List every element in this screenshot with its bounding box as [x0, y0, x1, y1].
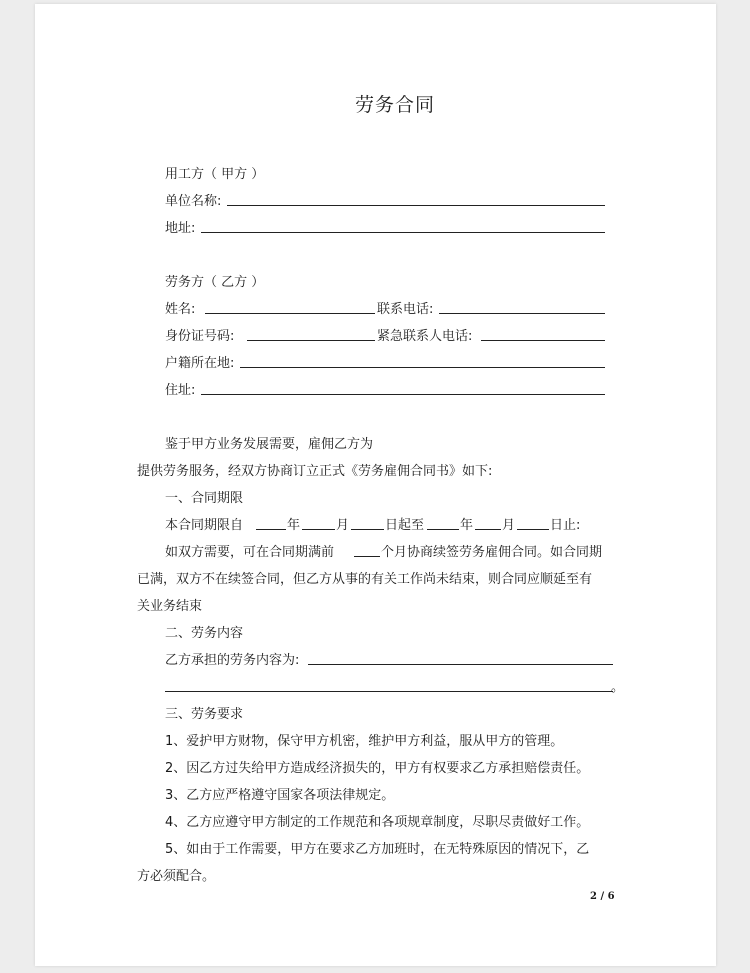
phone-line	[439, 313, 605, 314]
residence-line	[201, 394, 605, 395]
period-year-2: 年	[460, 518, 474, 533]
renew-suffix: 个月协商续签劳务雇佣合同。如合同期	[381, 545, 603, 560]
content-end-mark: 。	[611, 680, 625, 695]
period-month-2: 月	[502, 518, 516, 533]
start-day-line	[351, 529, 384, 530]
emergency-phone-label: 紧急联系人电话:	[377, 329, 473, 344]
requirement-item-2: 2、因乙方过失给甲方造成经济损失的，甲方有权要求乙方承担赔偿责任。	[165, 761, 590, 776]
requirement-item-1: 1、爱护甲方财物，保守甲方机密，维护甲方利益，服从甲方的管理。	[165, 734, 564, 749]
party-b-heading: 劳务方（ 乙方 ）	[165, 275, 265, 290]
requirement-item-4: 4、乙方应遵守甲方制定的工作规范和各项规章制度，尽职尽责做好工作。	[165, 815, 590, 830]
document-title: 劳务合同	[355, 94, 436, 116]
end-month-line	[475, 529, 501, 530]
section-2-heading: 二、劳务内容	[165, 626, 244, 641]
content-line-1	[308, 664, 613, 665]
party-a-address-label: 地址:	[165, 221, 196, 236]
household-line	[240, 367, 605, 368]
unit-name-line	[227, 205, 605, 206]
end-day-line	[517, 529, 549, 530]
page-number: 2 / 6	[590, 891, 615, 902]
requirement-item-3: 3、乙方应严格遵守国家各项法律规定。	[165, 788, 395, 803]
period-prefix: 本合同期限自	[165, 518, 244, 533]
id-number-line	[247, 340, 375, 341]
start-month-line	[302, 529, 335, 530]
party-a-address-line	[201, 232, 605, 233]
emergency-phone-line	[481, 340, 605, 341]
start-year-line	[256, 529, 286, 530]
section-3-heading: 三、劳务要求	[165, 707, 244, 722]
content-line-2	[165, 691, 613, 692]
intro-line-1: 鉴于甲方业务发展需要，雇佣乙方为	[165, 437, 374, 452]
intro-line-2: 提供劳务服务，经双方协商订立正式《劳务雇佣合同书》如下:	[137, 464, 493, 479]
period-month-1: 月	[336, 518, 350, 533]
period-year-1: 年	[287, 518, 301, 533]
requirement-item-5: 5、如由于工作需要，甲方在要求乙方加班时，在无特殊原因的情况下，乙	[165, 842, 590, 857]
party-a-heading: 用工方（ 甲方 ）	[165, 167, 265, 182]
renew-line-3: 关业务结束	[137, 599, 203, 614]
id-number-label: 身份证号码:	[165, 329, 235, 344]
period-day-start: 日起至	[385, 518, 425, 533]
requirement-item-5-continued: 方必须配合。	[137, 869, 216, 884]
section-1-heading: 一、合同期限	[165, 491, 244, 506]
name-label: 姓名:	[165, 302, 196, 317]
name-line	[205, 313, 375, 314]
period-day-end: 日止:	[550, 518, 581, 533]
content-label: 乙方承担的劳务内容为:	[165, 653, 300, 668]
unit-name-label: 单位名称:	[165, 194, 222, 209]
end-year-line	[427, 529, 459, 530]
renew-prefix: 如双方需要，可在合同期满前	[165, 545, 335, 560]
household-label: 户籍所在地:	[165, 356, 235, 371]
phone-label: 联系电话:	[377, 302, 434, 317]
renew-line-2: 已满，双方不在续签合同，但乙方从事的有关工作尚未结束，则合同应顺延至有	[137, 572, 593, 587]
renew-months-line	[354, 556, 380, 557]
residence-label: 住址:	[165, 383, 196, 398]
document-page	[35, 4, 716, 966]
